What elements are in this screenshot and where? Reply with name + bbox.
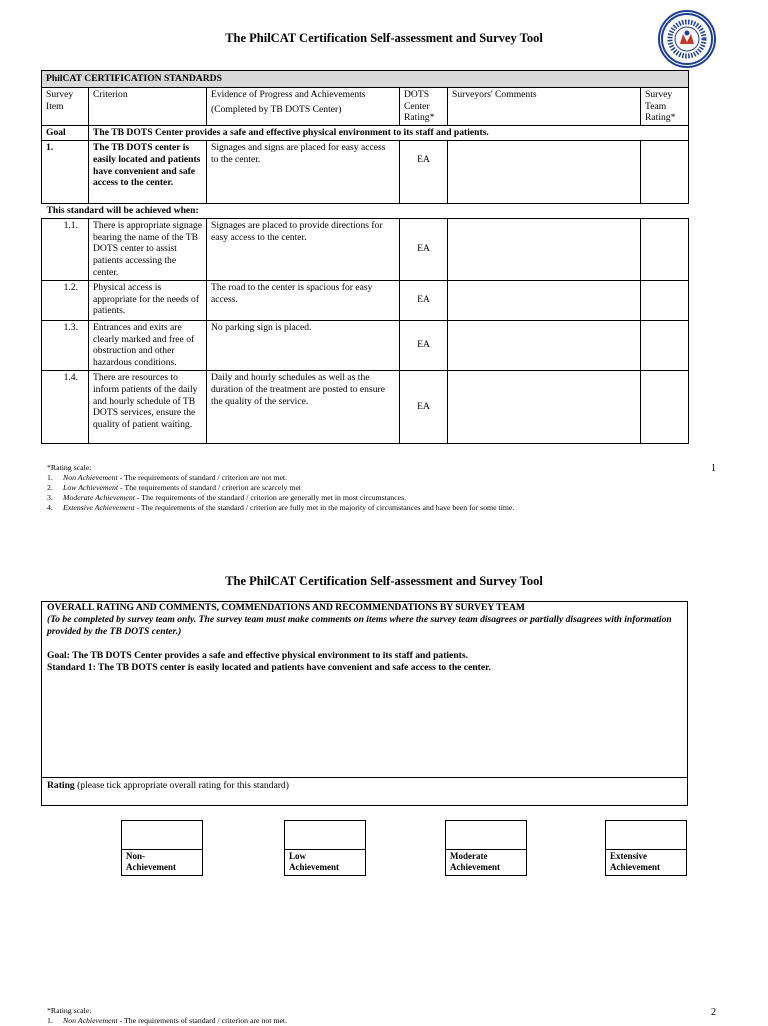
rating-scale-item: 3. Moderate Achievement - The requirements of the standard / criterion are generally met in most circumstances. xyxy=(47,493,407,502)
criterion-number: 1.3. xyxy=(42,320,89,370)
rating-scale-item: 2. Low Achievement - The requirements of standard / criterion are scarcely met xyxy=(47,483,302,492)
overall-goal-line: Goal: The TB DOTS Center provides a safe and effective physical environment to its staff and patients. xyxy=(47,650,468,661)
table-row xyxy=(42,370,689,443)
table-row xyxy=(42,218,689,280)
page-title: The PhilCAT Certification Self-assessment and Survey Tool xyxy=(225,574,543,588)
rating-option-label: Non- Achievement xyxy=(121,850,203,876)
rating-hint: (please tick appropriate overall rating for this standard) xyxy=(74,780,289,791)
rating-scale-item: 1. Non Achievement - The requirements of standard / criterion are not met. xyxy=(47,473,288,482)
criterion-evidence: Daily and hourly schedules as well as the duration of the treatment are posted to ensure the quality of the service. xyxy=(207,370,400,443)
rating-scale-title: *Rating scale: xyxy=(47,463,92,472)
rating-scale-item: 4. Extensive Achievement - The requirements of the standard / criterion are fully met in the majority of circumstances and have been for some time. xyxy=(47,503,515,512)
header-dots-rating: DOTS Center Rating* xyxy=(400,87,448,125)
rating-option-label: Low Achievement xyxy=(284,850,366,876)
checkbox[interactable] xyxy=(445,820,527,850)
rating-scale xyxy=(47,463,687,513)
standard-team-rating[interactable] xyxy=(641,140,689,203)
criterion-text: There are resources to inform patients of the daily and hourly schedule of TB DOTS services, ensure the quality of patient waiting. xyxy=(89,370,207,443)
standard-text: The TB DOTS center is easily located and patients have convenient and safe access to the center. xyxy=(89,140,207,203)
criterion-text: Physical access is appropriate for the needs of patients. xyxy=(89,280,207,320)
criterion-evidence: Signages are placed to provide directions for easy access to the center. xyxy=(207,218,400,280)
criterion-number: 1.1. xyxy=(42,218,89,280)
criterion-team-rating[interactable] xyxy=(641,370,689,443)
criterion-evidence: The road to the center is spacious for easy access. xyxy=(207,280,400,320)
criterion-text: Entrances and exits are clearly marked and free of obstruction and other hazardous conditions. xyxy=(89,320,207,370)
checkbox[interactable] xyxy=(284,820,366,850)
rating-option-extensive-achievement[interactable] xyxy=(605,820,687,876)
criterion-team-rating[interactable] xyxy=(641,280,689,320)
rating-label: Rating xyxy=(47,780,75,791)
criterion-number: 1.4. xyxy=(42,370,89,443)
criterion-surveyor-comments[interactable] xyxy=(448,320,641,370)
rating-option-label: Extensive Achievement xyxy=(605,850,687,876)
rating-scale xyxy=(47,1006,687,1026)
header-evidence-title: Evidence of Progress and Achievements xyxy=(211,88,366,100)
criterion-surveyor-comments[interactable] xyxy=(448,370,641,443)
rating-row xyxy=(42,778,687,794)
criterion-dots-rating: EA xyxy=(400,280,448,320)
criterion-number: 1.2. xyxy=(42,280,89,320)
standard-number: 1. xyxy=(42,140,89,203)
rating-option-low-achievement[interactable] xyxy=(284,820,366,876)
header-survey-item: Survey Item xyxy=(42,87,89,125)
goal-text: The TB DOTS Center provides a safe and effective physical environment to its staff and patients. xyxy=(89,126,689,141)
overall-heading: OVERALL RATING AND COMMENTS, COMMENDATIONS AND RECOMMENDATIONS BY SURVEY TEAM xyxy=(47,602,525,613)
criterion-team-rating[interactable] xyxy=(641,218,689,280)
overall-rating-section xyxy=(41,601,688,806)
criterion-dots-rating: EA xyxy=(400,370,448,443)
checkbox[interactable] xyxy=(605,820,687,850)
criterion-dots-rating: EA xyxy=(400,320,448,370)
header-surveyors-comments: Surveyors' Comments xyxy=(448,87,641,125)
criterion-surveyor-comments[interactable] xyxy=(448,280,641,320)
overall-comments-box[interactable] xyxy=(42,602,687,778)
header-criterion: Criterion xyxy=(89,87,207,125)
rating-option-label: Moderate Achievement xyxy=(445,850,527,876)
standard-surveyor-comments[interactable] xyxy=(448,140,641,203)
philcat-seal-icon xyxy=(658,10,716,68)
checkbox[interactable] xyxy=(121,820,203,850)
page-title: The PhilCAT Certification Self-assessment and Survey Tool xyxy=(225,31,543,45)
criterion-dots-rating: EA xyxy=(400,218,448,280)
goal-label: Goal xyxy=(42,126,89,141)
criterion-surveyor-comments[interactable] xyxy=(448,218,641,280)
rating-option-moderate-achievement[interactable] xyxy=(445,820,527,876)
table-row xyxy=(42,320,689,370)
rating-scale-title: *Rating scale: xyxy=(47,1006,92,1015)
header-team-rating: Survey Team Rating* xyxy=(641,87,689,125)
header-evidence-subtitle: (Completed by TB DOTS Center) xyxy=(211,103,342,115)
overall-standard-line: Standard 1: The TB DOTS center is easily located and patients have convenient and safe access to the center. xyxy=(47,662,491,673)
header-evidence xyxy=(207,87,400,125)
standard-dots-rating: EA xyxy=(400,140,448,203)
certification-standards-table xyxy=(41,70,689,444)
table-title: PhilCAT CERTIFICATION STANDARDS xyxy=(42,71,689,88)
rating-scale-item: 1. Non Achievement - The requirements of standard / criterion are not met. xyxy=(47,1016,288,1025)
standard-evidence: Signages and signs are placed for easy access to the center. xyxy=(207,140,400,203)
criterion-team-rating[interactable] xyxy=(641,320,689,370)
page-number: 1 xyxy=(711,463,716,474)
rating-option-non-achievement[interactable] xyxy=(121,820,203,876)
achieved-when-label: This standard will be achieved when: xyxy=(46,204,199,216)
criterion-evidence: No parking sign is placed. xyxy=(207,320,400,370)
page-number: 2 xyxy=(711,1007,716,1018)
criterion-text: There is appropriate signage bearing the name of the TB DOTS center to assist patients accessing the center. xyxy=(89,218,207,280)
table-row xyxy=(42,280,689,320)
overall-note: (To be completed by survey team only. The survey team must make comments on items where the survey team disagrees or partially disagrees with information provided by the TB DOTS center.) xyxy=(47,614,672,637)
